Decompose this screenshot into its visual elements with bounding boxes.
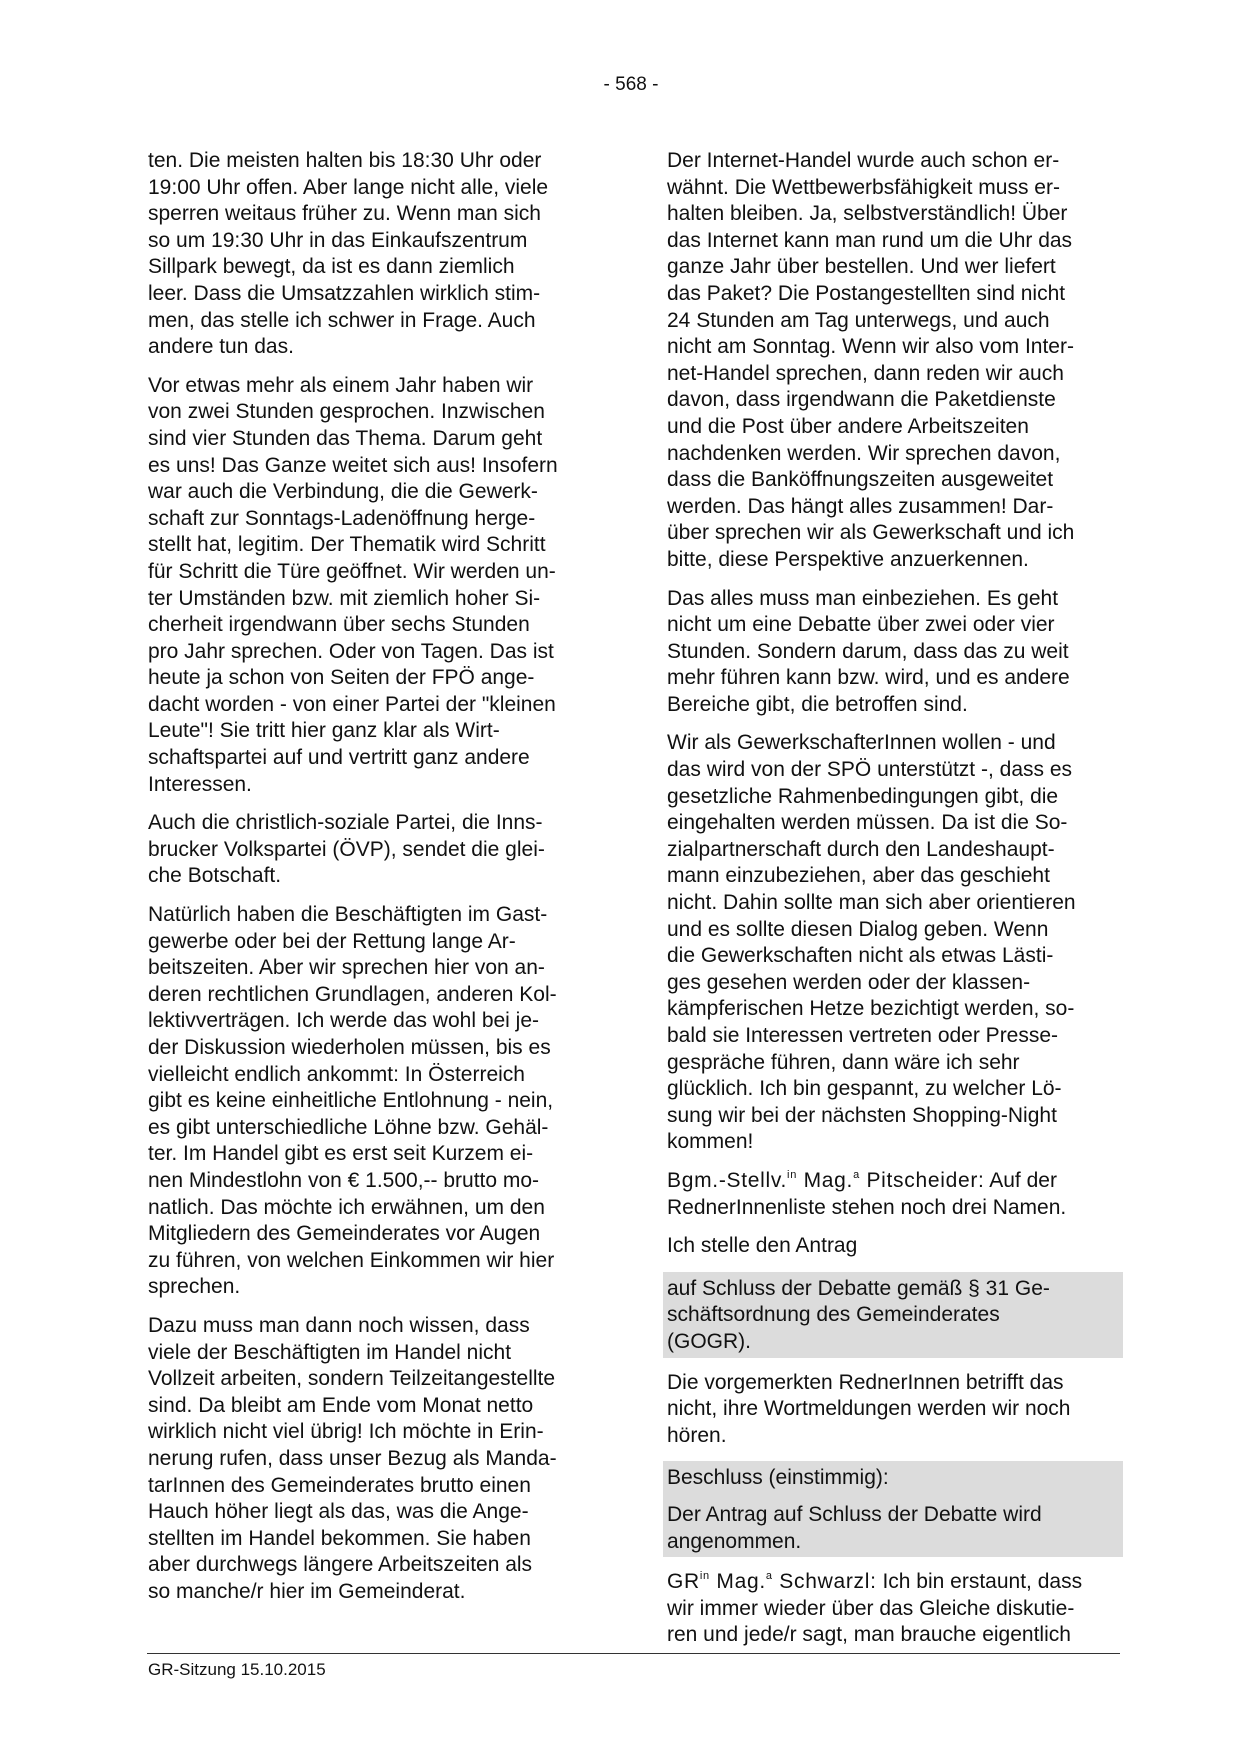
text-line: Mitgliedern des Gemeinderates vor Augen [148,1222,541,1246]
text-line: auf Schluss der Debatte gemäß § 31 Ge- [667,1276,1050,1300]
speaker-schwarzl-paragraph: $GR^{in}$ Mag.$^a$ Schwarzl: Ich bin erstaunt, dass wir immer wieder über das Gleiche diskutie- ren und jede/r sagt, man brauche eigentlich [667,1570,1083,1647]
text-line: tarInnen des Gemeinderates brutto einen [148,1473,531,1497]
text-line: Stunden. Sondern darum, dass das zu weit [667,639,1069,663]
text-line: leer. Dass die Umsatzzahlen wirklich stim- [148,281,541,305]
text-line: Natürlich haben die Beschäftigten im Gast- [148,903,548,927]
right-column [667,148,1119,1661]
text-line: nen Mindestlohn von € 1.500,-- brutto mo- [148,1168,540,1192]
text-line: davon, dass irgendwann die Paketdienste [667,388,1056,412]
paragraph [148,810,604,890]
text-line: heute ja schon von Seiten der FPÖ ange- [148,666,535,690]
antrag-intro: Ich stelle den Antrag [667,1234,858,1258]
text-line: eingehalten werden müssen. Da ist die So- [667,811,1068,835]
text-line: bitte, diese Perspektive anzuerkennen. [667,547,1029,571]
beschluss-label: Beschluss (einstimmig): [663,1461,1123,1494]
text-line: für Schritt die Türe geöffnet. Wir werden un- [148,559,556,583]
text-line: stellten im Handel bekommen. Sie haben [148,1526,531,1550]
text-line: sperren weitaus früher zu. Wenn man sich [148,202,541,226]
text-line: Dazu muss man dann noch wissen, dass [148,1313,530,1337]
text-line: und die Post über andere Arbeitszeiten [667,414,1029,438]
text-line: men, das stelle ich schwer in Frage. Auch [148,308,536,332]
text-line: net-Handel sprechen, dann reden wir auch [667,361,1064,385]
text-line: mann einzubeziehen, aber das geschieht [667,864,1050,888]
text-line: mehr führen kann bzw. wird, und es andere [667,666,1070,690]
text-line: und es sollte diesen Dialog geben. Wenn [667,917,1049,941]
text-line: ten. Die meisten halten bis 18:30 Uhr oder [148,149,542,172]
text-line: das Paket? Die Postangestellten sind nicht [667,281,1066,305]
text-line: das Internet kann man rund um die Uhr das [667,228,1073,252]
paragraph [148,1313,604,1606]
text-line: Vor etwas mehr als einem Jahr haben wir [148,373,534,397]
text-line: sung wir bei der nächsten Shopping-Night [667,1103,1057,1127]
text-line: lektivverträgen. Ich werde das wohl bei je- [148,1009,540,1033]
text-line: das wird von der SPÖ unterstützt -, dass es [667,758,1073,782]
text-line: nicht am Sonntag. Wenn wir also vom Inter- [667,335,1074,359]
text-line: werden. Das hängt alles zusammen! Dar- [667,494,1054,518]
text-line: glücklich. Ich bin gespannt, zu welcher Lö- [667,1077,1062,1101]
text-line: Interessen. [148,772,252,796]
text-line: gespräche führen, dann wäre ich sehr [667,1050,1020,1074]
text-line: Bereiche gibt, die betroffen sind. [667,692,968,716]
text-line: schaft zur Sonntags-Ladenöffnung herge- [148,506,536,530]
text-line: schäftsordnung des Gemeinderates [667,1303,1000,1327]
text-line: nicht um eine Debatte über zwei oder vier [667,613,1055,637]
text-line: pro Jahr sprechen. Oder von Tagen. Das ist [148,639,554,663]
text-line: Die vorgemerkten RednerInnen betrifft das [667,1370,1064,1394]
text-line: Der Antrag auf Schluss der Debatte wird [667,1502,1042,1526]
text-line: bald sie Interessen vertreten oder Presse- [667,1024,1059,1047]
text-line: dass die Banköffnungszeiten ausgeweitet [667,468,1054,492]
text-line: zu führen, von welchen Einkommen wir hier [148,1248,555,1272]
paragraph [148,373,604,799]
paragraph [148,902,604,1301]
footer-session-date: GR-Sitzung 15.10.2015 [148,1660,326,1679]
text-line: die Gewerkschaften nicht als etwas Lästi- [667,944,1054,968]
text-line: (GOGR). [667,1329,751,1353]
text-line: kommen! [667,1130,754,1154]
after-antrag-paragraph [667,1370,1119,1450]
text-line: Sillpark bewegt, da ist es dann ziemlich [148,255,515,279]
text-line: Leute"! Sie tritt hier ganz klar als Wirt- [148,719,500,743]
text-line: es gibt unterschiedliche Löhne bzw. Gehäl- [148,1115,549,1139]
text-line: nicht. Dahin sollte man sich aber orientieren [667,891,1076,915]
text-line: viele der Beschäftigten im Handel nicht [148,1340,512,1364]
text-line: vielleicht endlich ankommt: In Österreich [148,1062,525,1086]
text-line: so um 19:30 Uhr in das Einkaufszentrum [148,228,528,252]
text-line: gibt es keine einheitliche Entlohnung - nein, [148,1089,554,1113]
paragraph [148,148,604,361]
text-line: andere tun das. [148,335,294,359]
text-line: ter. Im Handel gibt es erst seit Kurzem ei- [148,1142,534,1166]
page-number: - 568 - [603,74,659,95]
text-line: Hauch höher liegt als das, was die Ange- [148,1500,529,1524]
text-line: zialpartnerschaft durch den Landeshaupt- [667,837,1055,861]
beschluss-text [663,1494,1123,1557]
text-line: kämpferischen Hetze bezichtigt werden, so- [667,997,1075,1021]
speaker-name: Bgm.-Stellv.$^{in}$ Mag.$^a$ Pitscheider: [667,1168,985,1192]
paragraph [667,148,1119,574]
text-line: dacht worden - von einer Partei der "kleinen [148,692,556,716]
text-line: schaftspartei auf und vertritt ganz andere [148,746,530,770]
text-line: ter Umständen bzw. mit ziemlich hoher Si- [148,586,541,610]
text-line: Auch die christlich-soziale Partei, die Inns- [148,811,543,835]
text-line: brucker Volkspartei (ÖVP), sendet die glei- [148,837,545,861]
text-line: wähnt. Die Wettbewerbsfähigkeit muss er- [667,175,1060,199]
text-line: natlich. Das möchte ich erwähnen, um den [148,1195,545,1219]
paragraph [667,730,1119,1156]
paragraph [667,586,1119,719]
text-line: Wir als GewerkschafterInnen wollen - und [667,731,1056,755]
text-line: gesetzliche Rahmenbedingungen gibt, die [667,784,1059,808]
text-line: 19:00 Uhr offen. Aber lange nicht alle, viele [148,175,549,199]
text-line: Das alles muss man einbeziehen. Es geht [667,586,1059,610]
text-line: hören. [667,1423,727,1447]
text-line: deren rechtlichen Grundlagen, anderen Kol- [148,982,557,1006]
text-line: 24 Stunden am Tag unterwegs, und auch [667,308,1050,332]
text-line: ganze Jahr über bestellen. Und wer liefert [667,255,1056,279]
footer-divider [147,1653,1120,1654]
text-line: nachdenken werden. Wir sprechen davon, [667,441,1061,465]
text-line: über sprechen wir als Gewerkschaft und ich [667,521,1075,545]
text-line: cherheit irgendwann über sechs Stunden [148,613,530,637]
text-line: der Diskussion wiederholen müssen, bis es [148,1036,551,1059]
speaker-name: $GR^{in}$ Mag.$^a$ Schwarzl: [667,1570,877,1594]
text-line: che Botschaft. [148,864,282,888]
text-line: von zwei Stunden gesprochen. Inzwischen [148,400,545,424]
text-line: sind. Da bleibt am Ende vom Monat netto [148,1393,534,1417]
text-line: nicht, ihre Wortmeldungen werden wir noch [667,1397,1071,1421]
text-line: Der Internet-Handel wurde auch schon er- [667,149,1060,172]
text-line: Vollzeit arbeiten, sondern Teilzeitangestellte [148,1367,556,1391]
speaker-pitscheider-paragraph: Bgm.-Stellv.$^{in}$ Mag.$^a$ Pitscheider: Auf der RednerInnenliste stehen noch drei Namen. [667,1168,1067,1219]
text-line: angenommen. [667,1529,802,1553]
text-line: gewerbe oder bei der Rettung lange Ar- [148,929,516,953]
text-line: stellt hat, legitim. Der Thematik wird Schritt [148,533,546,557]
text-line: sprechen. [148,1275,241,1299]
text-line: so manche/r hier im Gemeinderat. [148,1579,466,1603]
text-line: ges gesehen werden oder der klassen- [667,970,1031,994]
text-line: beitszeiten. Aber wir sprechen hier von an- [148,956,545,980]
text-line: halten bleiben. Ja, selbstverständlich! Über [667,202,1068,226]
text-line: aber durchwegs längere Arbeitszeiten als [148,1553,533,1577]
left-column [148,148,604,1617]
text-line: sind vier Stunden das Thema. Darum geht [148,426,543,450]
antrag-box [663,1272,1123,1358]
text-line: nerung rufen, dass unser Bezug als Manda- [148,1446,557,1470]
text-line: wirklich nicht viel übrig! Ich möchte in Erin- [148,1420,544,1444]
text-line: es uns! Das Ganze weitet sich aus! Insofern [148,453,558,477]
text-line: war auch die Verbindung, die die Gewerk- [148,480,538,504]
